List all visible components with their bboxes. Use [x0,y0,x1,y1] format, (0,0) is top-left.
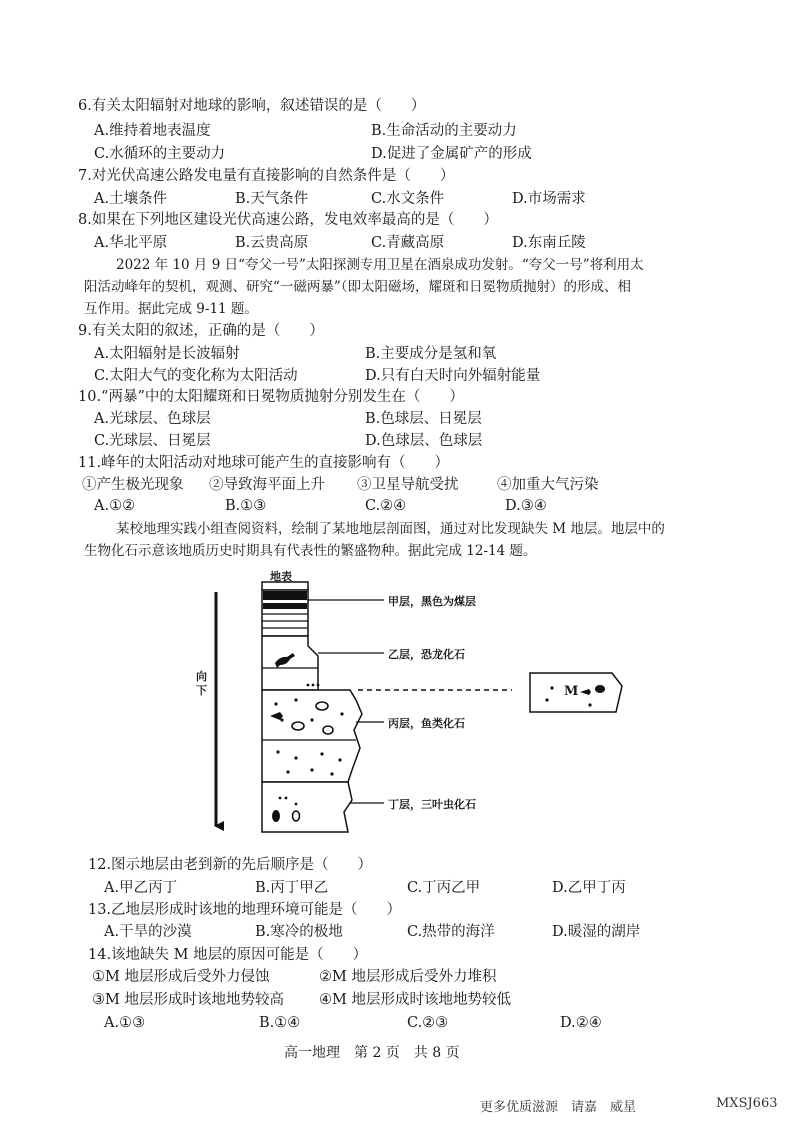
q12-option-d: D.乙甲丁丙 [552,880,626,896]
q11-item-3: ③卫星导航受扰 [357,477,459,493]
layer-ding [262,782,352,832]
q14-option-a: A.①③ [104,1015,146,1031]
q9-option-a: A.太阳辐射是长波辐射 [94,346,240,362]
q14-item-4: ④M 地层形成时该地地势较低 [319,992,511,1008]
direction-label: 向下 [196,670,207,697]
q14-item-1: ①M 地层形成后受外力侵蚀 [92,969,270,985]
passage1-line-1: 2022 年 10 月 9 日“夸父一号”太阳探测专用卫星在酒泉成功发射。“夸父一号”将利用太 [116,257,644,273]
watermark-right: MXSJ663 [716,1096,778,1111]
q12-option-c: C.丁丙乙甲 [407,880,481,896]
q6-option-a: A.维持着地表温度 [94,123,211,139]
q11-option-c: C.②④ [365,498,407,514]
layer-bing [262,690,362,782]
q9-option-b: B.主要成分是氢和氧 [365,346,497,362]
q11-option-b: B.①③ [225,498,267,514]
q14-stem: 14.该地缺失 M 地层的原因可能是（ ） [88,947,368,963]
layer-yi-label: 乙层，恐龙化石 [388,648,465,661]
q14-item-3: ③M 地层形成时该地地势较高 [92,992,284,1008]
q10-option-a: A.光球层、色球层 [94,411,211,427]
q7-option-a: A.土壤条件 [94,191,168,207]
q6-stem: 6.有关太阳辐射对地球的影响，叙述错误的是（ ） [78,98,426,114]
passage1-line-3: 互作用。据此完成 9-11 题。 [84,301,258,317]
q14-option-c: C.②③ [407,1015,449,1031]
q13-option-d: D.暖湿的湖岸 [552,924,641,940]
q11-option-d: D.③④ [505,498,547,514]
q6-option-c: C.水循环的主要动力 [94,146,226,162]
q13-option-a: A.干旱的沙漠 [104,924,192,940]
q7-option-c: C.水文条件 [371,191,445,207]
q11-stem: 11.峰年的太阳活动对地球可能产生的直接影响有（ ） [78,455,450,471]
q6-option-d: D.促进了金属矿产的形成 [371,146,532,162]
q14-option-d: D.②④ [560,1015,602,1031]
q12-option-a: A.甲乙丙丁 [104,880,178,896]
q11-item-4: ④加重大气污染 [497,477,599,493]
trilobite-fossil-icon [272,810,280,822]
q11-item-1: ①产生极光现象 [82,477,184,493]
q13-option-c: C.热带的海洋 [407,924,495,940]
q7-option-d: D.市场需求 [512,191,586,207]
q13-stem: 13.乙地层形成时该地的地理环境可能是（ ） [88,902,402,918]
page-footer: 高一地理 第 2 页 共 8 页 [284,1045,460,1061]
q7-stem: 7.对光伏高速公路发电量有直接影响的自然条件是（ ） [78,168,455,184]
layer-yi [262,636,319,690]
q8-option-b: B.云贵高原 [235,235,309,251]
q8-stem: 8.如果在下列地区建设光伏高速公路，发电效率最高的是（ ） [78,212,498,228]
passage1-line-2: 阳活动峰年的契机，观测、研究“一磁两暴”（即太阳磁场，耀斑和日冕物质抛射）的形成、相 [84,279,632,295]
q8-option-a: A.华北平原 [94,235,168,251]
q14-option-b: B.①④ [259,1015,301,1031]
q10-option-d: D.色球层、色球层 [365,433,483,449]
q11-item-2: ②导致海平面上升 [209,477,325,493]
q7-option-b: B.天气条件 [235,191,309,207]
q9-option-d: D.只有白天时向外辐射能量 [365,368,541,384]
q6-option-b: B.生命活动的主要动力 [371,123,517,139]
q11-option-a: A.①② [94,498,136,514]
layer-ding-label: 丁层，三叶虫化石 [388,798,476,811]
q10-option-b: B.色球层、日冕层 [365,411,482,427]
layer-jia-label: 甲层，黑色为煤层 [388,595,476,608]
surface-label: 地表 [270,570,292,583]
q9-option-c: C.太阳大气的变化称为太阳活动 [94,368,298,384]
q9-stem: 9.有关太阳的叙述，正确的是（ ） [78,323,324,339]
layer-jia [262,590,308,636]
passage2-line-1: 某校地理实践小组查阅资料，绘制了某地地层剖面图，通过对比发现缺失 M 地层。地层中的 [116,521,665,537]
q10-stem: 10.“两暴”中的太阳耀斑和日冕物质抛射分别发生在（ ） [78,389,464,405]
q14-item-2: ②M 地层形成后受外力堆积 [319,969,497,985]
q8-option-d: D.东南丘陵 [512,235,586,251]
passage2-line-2: 生物化石示意该地质历史时期具有代表性的繁盛物种。据此完成 12-14 题。 [84,543,537,559]
m-layer-label: M [564,684,579,699]
layer-bing-label: 丙层，鱼类化石 [388,717,465,730]
q12-option-b: B.丙丁甲乙 [255,880,329,896]
q10-option-c: C.光球层、日冕层 [94,433,211,449]
q8-option-c: C.青藏高原 [371,235,445,251]
q12-stem: 12.图示地层由老到新的先后顺序是（ ） [88,857,373,873]
watermark-left: 更多优质滋源 请嘉 威星 [480,1100,637,1115]
q13-option-b: B.寒冷的极地 [255,924,343,940]
